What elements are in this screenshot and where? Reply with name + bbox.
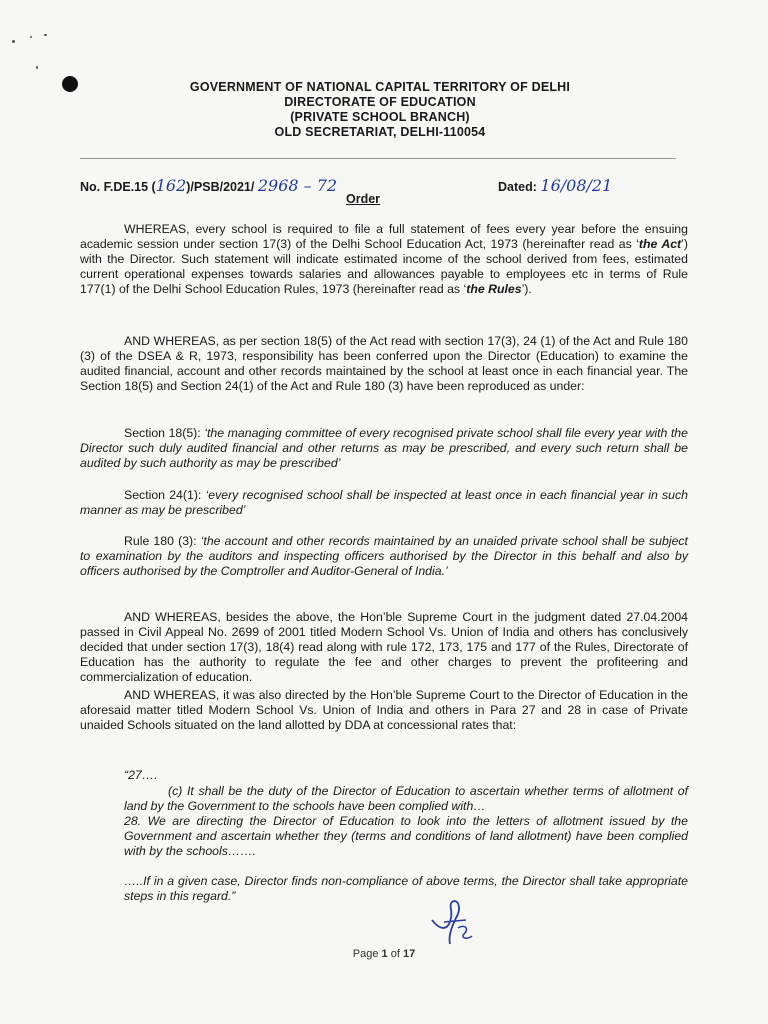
rule-180-3-quote — [80, 534, 688, 579]
page-label: Page — [352, 948, 382, 960]
header-divider — [80, 158, 676, 159]
paragraph-text: AND WHEREAS, besides the above, the Hon’ble Supreme Court in the judgment dated 27.04.2004 passed in Civil Appeal No. 2699 of 2001 titled Modern School Vs. Union of India and others has conclusively decided that under section 17(3), 18(4) read along with rule 172, 173, 175 and 177 of the Rules, Directorate of Education has the authority to regulate the fee and other charges to prevent the profiteering and commercialization of education. — [80, 610, 688, 684]
paragraph-whereas-2 — [80, 334, 688, 394]
scan-speck — [36, 66, 38, 69]
scan-speck — [44, 34, 47, 36]
scan-speck — [12, 40, 15, 43]
date-line — [498, 176, 612, 195]
page-of-label: of — [387, 948, 403, 960]
reference-mid: )/PSB/2021/ — [186, 180, 258, 194]
letterhead-line-government: GOVERNMENT OF NATIONAL CAPITAL TERRITORY OF DELHI — [189, 80, 571, 94]
paragraph-whereas-1 — [80, 222, 688, 297]
handwritten-initials-signature — [426, 898, 486, 948]
section-label: Section 24(1): — [124, 488, 206, 502]
letterhead-line-branch: (PRIVATE SCHOOL BRANCH) — [290, 110, 470, 124]
section-text: ‘the managing committee of every recognised private school shall file every year with the Director such duly audited financial and other returns as may be prescribed, and every such return shall be audited by such authority as may be prescribed’ — [80, 426, 688, 470]
defined-term-act: the Act — [638, 237, 682, 251]
quote-text: …..If in a given case, Director finds non-compliance of above terms, the Director shall take appropriate steps in this regard.” — [124, 874, 688, 903]
letterhead-line-directorate: DIRECTORATE OF EDUCATION — [284, 95, 476, 109]
section-label: Rule 180 (3): — [124, 534, 201, 548]
letterhead — [80, 80, 680, 140]
page-total: 17 — [402, 948, 416, 960]
page-number: 1 — [381, 948, 388, 960]
order-title: Order — [346, 192, 381, 206]
paragraph-text: ’). — [521, 282, 532, 296]
section-24-1-quote — [80, 488, 688, 518]
court-quote-para-27 — [124, 768, 688, 783]
handwritten-date: 16/08/21 — [540, 176, 613, 195]
reference-prefix: No. F.DE.15 ( — [80, 180, 156, 194]
paragraph-text: WHEREAS, every school is required to file a full statement of fees every year before the ensuing academic session under section 17(3) of the Delhi School Education Act, 1973 (hereinafter read as ‘ — [80, 222, 688, 251]
reference-number — [80, 176, 337, 195]
court-quote-conclusion — [124, 874, 688, 904]
quote-text: (c) It shall be the duty of the Director of Education to ascertain whether terms of allotment of land by the Government to the schools have been complied with… — [124, 784, 688, 813]
letterhead-line-address: OLD SECRETARIAT, DELHI-110054 — [274, 125, 486, 139]
section-18-5-quote — [80, 426, 688, 471]
section-text: ‘every recognised school shall be inspected at least once in each financial year in such manner as may be prescribed’ — [80, 488, 688, 517]
handwritten-dispatch-number: 2968 – 72 — [257, 176, 338, 195]
handwritten-file-number: 162 — [155, 176, 187, 195]
paragraph-text: ’) with the Director. Such statement will indicate estimated income of the school derived from fees, estimated current operational expenses towards salaries and allowances payable to employees etc in terms of Rule 177(1) of the Delhi School Education Rules, 1973 (hereinafter read as ‘ — [80, 237, 688, 296]
page-footer — [0, 948, 768, 960]
court-quote-para-28 — [124, 814, 688, 859]
dated-label: Dated: — [498, 180, 537, 194]
paragraph-text: AND WHEREAS, it was also directed by the Hon’ble Supreme Court to the Director of Education in the aforesaid matter titled Modern School Vs. Union of India and others in Para 27 and 28 in case of Private unaided Schools situated on the land allotted by DDA at concessional rates that: — [80, 688, 688, 732]
paragraph-text: AND WHEREAS, as per section 18(5) of the Act read with section 17(3), 24 (1) of the Act and Rule 180 (3) of the DSEA & R, 1973, responsibility has been conferred upon the Director (Education) to examine the audited financial, account and other records maintained by the school at least once in each financial year. The Section 18(5) and Section 24(1) of the Act and Rule 180 (3) have been reproduced as under: — [80, 334, 688, 393]
section-text: ‘the account and other records maintained by an unaided private school shall be subject to examination by the auditors and inspecting officers authorised by the Director in this behalf and also by officers authorised by the Comptroller and Auditor-General of India.’ — [80, 534, 688, 578]
punch-hole-mark — [62, 76, 78, 92]
paragraph-whereas-3 — [80, 610, 688, 685]
scan-speck — [30, 36, 32, 38]
section-label: Section 18(5): — [124, 426, 205, 440]
defined-term-rules: the Rules — [466, 282, 522, 296]
quote-text: “27…. — [124, 768, 158, 782]
quote-text: 28. We are directing the Director of Education to look into the letters of allotment issued by the Government and ascertain whether they (terms and conditions of land allotment) have been complied with by the schools……. — [124, 814, 688, 858]
paragraph-whereas-4 — [80, 688, 688, 733]
court-quote-para-27c — [124, 784, 688, 814]
